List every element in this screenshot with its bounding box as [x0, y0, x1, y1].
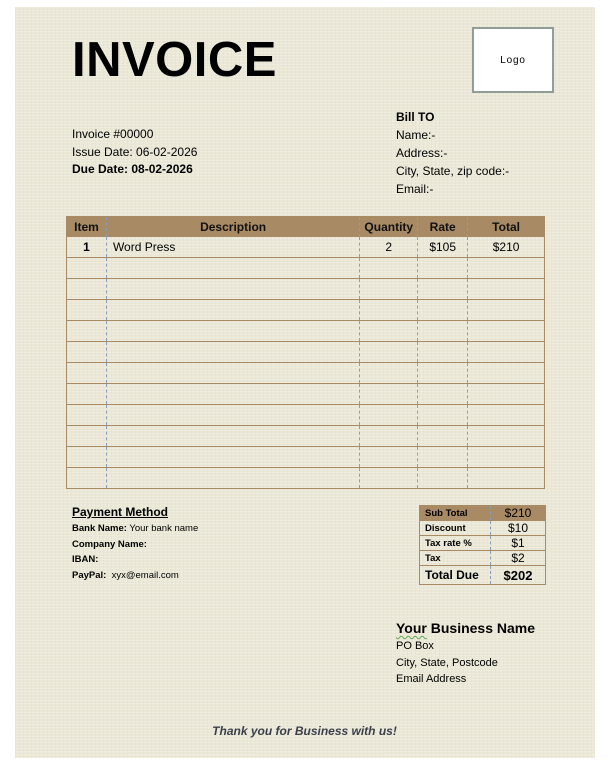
- subtotal-value: $210: [491, 506, 546, 521]
- cell-total: [468, 426, 545, 447]
- cell-rate: [418, 426, 468, 447]
- cell-quantity: [360, 384, 418, 405]
- cell-rate: [418, 405, 468, 426]
- cell-item: [67, 384, 107, 405]
- due-date-label: Due Date:: [72, 162, 129, 176]
- bill-to-email: Email:-: [396, 182, 434, 196]
- totals-table: [419, 505, 546, 585]
- total-due-row: [420, 566, 546, 585]
- cell-quantity: [360, 363, 418, 384]
- cell-quantity: [360, 426, 418, 447]
- thank-you-note: Thank you for Business with us!: [212, 724, 397, 738]
- cell-description: [106, 447, 359, 468]
- bill-to-heading: Bill TO: [396, 110, 435, 124]
- tax-label: Tax: [420, 551, 491, 566]
- cell-rate: [418, 279, 468, 300]
- business-email: Email Address: [396, 673, 467, 685]
- cell-item: [67, 405, 107, 426]
- cell-total: [468, 342, 545, 363]
- paypal-label: PayPal:: [72, 569, 107, 581]
- cell-quantity: [360, 279, 418, 300]
- tax-row: [420, 551, 546, 566]
- cell-item: 1: [67, 237, 107, 258]
- cell-item: [67, 279, 107, 300]
- table-row: [67, 363, 545, 384]
- business-name-part2: Business Name: [426, 620, 536, 636]
- table-row: [67, 300, 545, 321]
- cell-item: [67, 342, 107, 363]
- cell-description: [106, 468, 359, 489]
- discount-row: [420, 521, 546, 536]
- cell-quantity: [360, 258, 418, 279]
- cell-quantity: [360, 342, 418, 363]
- tax-rate-row: [420, 536, 546, 551]
- tax-rate-label: Tax rate %: [420, 536, 491, 551]
- table-row: [67, 468, 545, 489]
- col-total: Total: [468, 217, 545, 238]
- cell-item: [67, 300, 107, 321]
- cell-rate: $105: [418, 237, 468, 258]
- cell-rate: [418, 321, 468, 342]
- cell-rate: [418, 384, 468, 405]
- cell-description: [106, 258, 359, 279]
- business-name: [396, 619, 535, 637]
- cell-total: [468, 468, 545, 489]
- bank-name-line: [72, 521, 198, 537]
- iban-label: IBAN:: [72, 554, 99, 565]
- cell-description: [106, 426, 359, 447]
- cell-item: [67, 447, 107, 468]
- cell-rate: [418, 363, 468, 384]
- table-row: [67, 258, 545, 279]
- cell-total: [468, 405, 545, 426]
- table-row: [67, 237, 545, 258]
- col-quantity: Quantity: [360, 217, 418, 238]
- bill-to-name: Name:-: [396, 128, 436, 142]
- logo-placeholder: [472, 27, 554, 93]
- col-item: Item: [67, 217, 107, 238]
- cell-description: [106, 384, 359, 405]
- cell-total: [468, 363, 545, 384]
- payment-method-heading: Payment Method: [72, 505, 169, 519]
- total-due-value: $202: [491, 566, 546, 585]
- issue-date: Issue Date: 06-02-2026: [72, 144, 198, 159]
- table-row: [67, 405, 545, 426]
- cell-total: [468, 300, 545, 321]
- table-row: [67, 426, 545, 447]
- company-name-label: Company Name:: [72, 538, 147, 550]
- cell-item: [67, 426, 107, 447]
- paypal-value: xyx@email.com: [111, 569, 179, 581]
- table-row: [67, 384, 545, 405]
- cell-item: [67, 468, 107, 489]
- cell-total: [468, 447, 545, 468]
- tax-rate-value: $1: [491, 536, 546, 551]
- cell-total: [468, 384, 545, 405]
- bill-to: [396, 108, 509, 198]
- cell-quantity: [360, 321, 418, 342]
- items-table: [66, 216, 545, 489]
- iban-line: [72, 552, 198, 568]
- logo-label: Logo: [500, 54, 526, 66]
- payment-method: [72, 504, 198, 583]
- business-city: City, State, Postcode: [396, 656, 498, 669]
- cell-description: [106, 321, 359, 342]
- invoice-title: INVOICE: [72, 33, 277, 87]
- discount-value: $10: [491, 521, 546, 536]
- col-description: Description: [106, 217, 359, 238]
- cell-description: Word Press: [106, 237, 359, 258]
- tax-value: $2: [491, 551, 546, 566]
- invoice-number: Invoice #00000: [72, 127, 154, 141]
- cell-total: [468, 258, 545, 279]
- cell-quantity: [360, 468, 418, 489]
- table-row: [67, 279, 545, 300]
- cell-total: [468, 279, 545, 300]
- bill-to-city: City, State, zip code:-: [396, 164, 510, 178]
- cell-quantity: [360, 447, 418, 468]
- cell-rate: [418, 300, 468, 321]
- cell-quantity: [360, 300, 418, 321]
- cell-rate: [418, 342, 468, 363]
- cell-description: [106, 300, 359, 321]
- cell-item: [67, 258, 107, 279]
- table-row: [67, 321, 545, 342]
- col-rate: Rate: [418, 217, 468, 238]
- cell-rate: [418, 258, 468, 279]
- paypal-line: [72, 568, 198, 584]
- business-name-part1: Your: [396, 620, 427, 636]
- items-header-row: [67, 217, 545, 238]
- invoice-meta: [72, 126, 197, 179]
- cell-description: [106, 279, 359, 300]
- cell-description: [106, 342, 359, 363]
- cell-quantity: [360, 405, 418, 426]
- business-po-box: PO Box: [396, 640, 434, 652]
- cell-total: [468, 321, 545, 342]
- subtotal-label: Sub Total: [420, 506, 491, 521]
- due-date-value: 08-02-2026: [131, 162, 193, 176]
- cell-rate: [418, 447, 468, 468]
- bank-name-value: Your bank name: [129, 523, 199, 534]
- cell-description: [106, 405, 359, 426]
- discount-label: Discount: [420, 521, 491, 536]
- subtotal-row: [420, 506, 546, 521]
- table-row: [67, 342, 545, 363]
- cell-item: [67, 321, 107, 342]
- due-date: [72, 161, 197, 179]
- cell-item: [67, 363, 107, 384]
- cell-quantity: 2: [360, 237, 418, 258]
- business-info: [396, 619, 535, 688]
- cell-rate: [418, 468, 468, 489]
- total-due-label: Total Due: [420, 566, 491, 585]
- company-name-line: [72, 537, 198, 553]
- bank-name-label: Bank Name:: [72, 523, 127, 534]
- table-row: [67, 447, 545, 468]
- cell-description: [106, 363, 359, 384]
- bill-to-address: Address:-: [396, 146, 448, 160]
- cell-total: $210: [468, 237, 545, 258]
